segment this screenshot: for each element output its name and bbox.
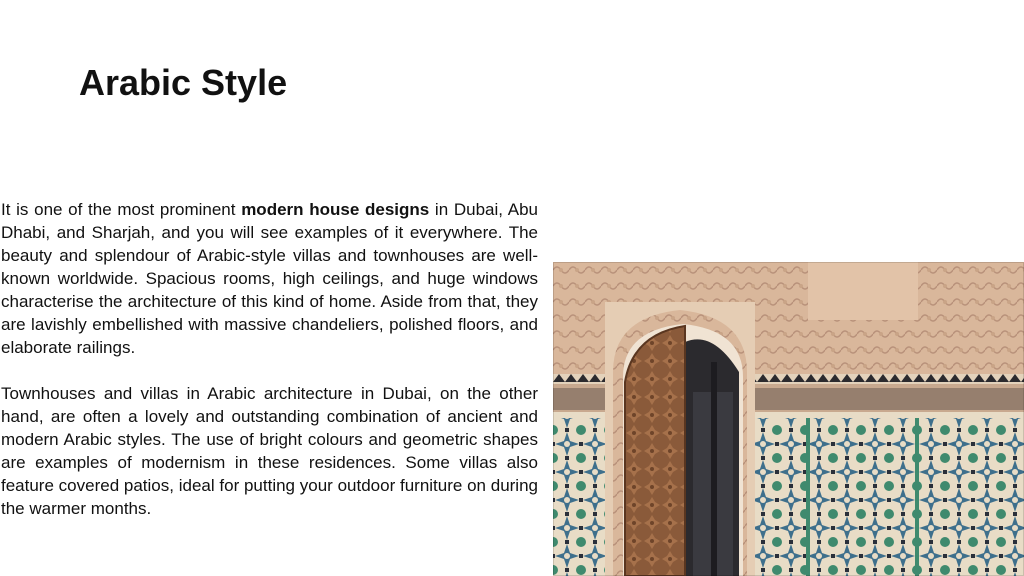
paragraph-1-intro: It is one of the most prominent xyxy=(1,200,242,219)
paragraph-1 xyxy=(1,198,538,359)
arabic-architecture-photo xyxy=(553,262,1024,576)
body-text xyxy=(1,198,538,543)
paragraph-1-rest: in Dubai, Abu Dhabi, and Sharjah, and you will see examples of it everywhere. The beauty and splendour of Arabic-style villas and townhouses are well-known worldwide. Spacious rooms, high ceilings, and huge windows characterise the architecture of this kind of home. Aside from that, they are lavishly embellished with massive chandeliers, polished floors, and elaborate railings. xyxy=(1,200,538,357)
modern-house-designs-link: modern house designs xyxy=(241,200,430,219)
page-title: Arabic Style xyxy=(79,62,288,103)
paragraph-2: Townhouses and villas in Arabic architecture in Dubai, on the other hand, are often a lovely and outstanding combination of ancient and modern Arabic styles. The use of bright colours and geometric shapes are examples of modernism in these residences. Some villas also feature covered patios, ideal for putting your outdoor furniture on during the warmer months. xyxy=(1,384,538,518)
